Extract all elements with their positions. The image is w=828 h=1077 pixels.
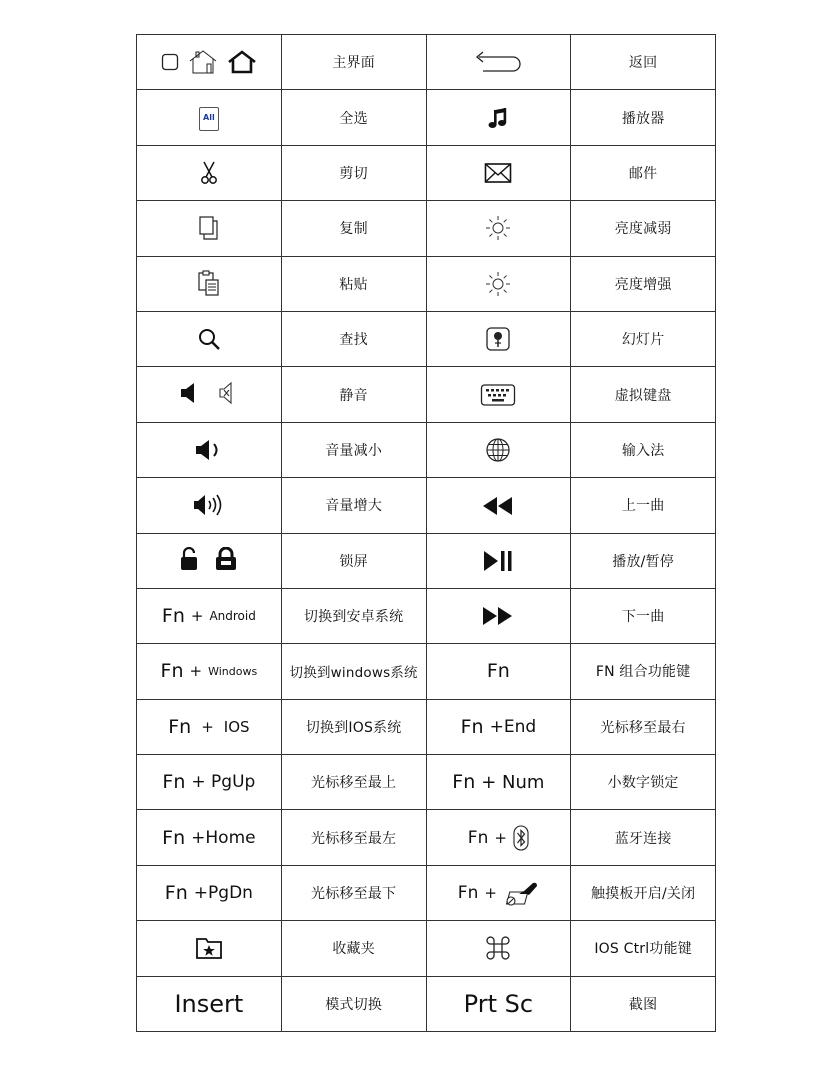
num-key-label: + Num xyxy=(481,771,545,793)
function-cell xyxy=(571,145,716,200)
key-cell xyxy=(426,976,571,1031)
plus-label: + xyxy=(201,717,214,736)
function-cell xyxy=(281,810,426,865)
key-cell xyxy=(137,145,282,200)
key-cell xyxy=(137,699,282,754)
function-cell xyxy=(281,921,426,976)
table-row xyxy=(137,699,716,754)
copy-icon xyxy=(198,215,220,241)
plus-label: + xyxy=(494,828,507,847)
key-cell xyxy=(137,478,282,533)
music-note-icon xyxy=(487,106,509,130)
plus-label: + xyxy=(484,884,497,903)
insert-key-label: Insert xyxy=(174,989,244,1018)
table-row xyxy=(137,921,716,976)
function-label: 截图 xyxy=(628,996,658,1013)
function-label: 输入法 xyxy=(621,442,665,459)
globe-icon xyxy=(485,437,511,463)
function-label: 切换到安卓系统 xyxy=(303,609,404,626)
function-label: 粘贴 xyxy=(339,276,368,293)
function-label: 静音 xyxy=(339,387,368,404)
lock-screen-icon xyxy=(214,547,238,571)
plus-label: + xyxy=(189,662,203,681)
function-label: 光标移至最左 xyxy=(311,830,397,847)
key-cell xyxy=(137,367,282,422)
function-label: 播放/暂停 xyxy=(612,553,674,570)
function-label: 复制 xyxy=(339,221,368,238)
lock-icon xyxy=(180,547,198,571)
function-cell xyxy=(571,644,716,699)
function-cell xyxy=(571,755,716,810)
table-row xyxy=(137,478,716,533)
paste-icon xyxy=(197,270,221,298)
key-cell xyxy=(137,588,282,643)
key-cell xyxy=(426,256,571,311)
fn-key-label: Fn xyxy=(486,660,510,683)
function-cell xyxy=(571,256,716,311)
house-outline-icon xyxy=(187,49,219,75)
home-key-label: +Home xyxy=(191,827,256,848)
function-cell xyxy=(281,699,426,754)
function-cell xyxy=(571,921,716,976)
function-cell xyxy=(281,90,426,145)
function-label: 上一曲 xyxy=(621,498,665,515)
function-cell xyxy=(571,533,716,588)
pgup-key-label: + PgUp xyxy=(191,772,256,793)
scissors-icon xyxy=(199,160,219,186)
function-label: 收藏夹 xyxy=(332,941,375,958)
slideshow-icon xyxy=(485,326,511,352)
function-cell xyxy=(281,201,426,256)
key-cell xyxy=(137,90,282,145)
previous-track-icon xyxy=(482,496,514,516)
table-row xyxy=(137,976,716,1031)
fn-key-label: Fn xyxy=(452,771,476,794)
favorites-folder-icon xyxy=(195,936,223,960)
key-cell xyxy=(426,865,571,920)
fn-key-label: Fn xyxy=(162,826,186,849)
function-cell xyxy=(571,865,716,920)
volume-down-icon xyxy=(195,439,223,461)
key-cell xyxy=(137,921,282,976)
function-label: 音量增大 xyxy=(325,498,383,515)
function-label: 全选 xyxy=(339,110,368,127)
bluetooth-icon xyxy=(513,825,529,851)
function-label: 播放器 xyxy=(621,110,665,127)
key-cell xyxy=(426,533,571,588)
table-row xyxy=(137,422,716,477)
function-label: 切换到IOS系统 xyxy=(305,719,402,736)
function-cell xyxy=(571,422,716,477)
touchpad-toggle-icon xyxy=(503,880,539,906)
key-cell xyxy=(426,699,571,754)
function-label: 光标移至最下 xyxy=(311,886,397,903)
plus-label: + xyxy=(190,607,204,626)
fn-key-label: Fn xyxy=(160,660,184,683)
virtual-keyboard-icon xyxy=(480,383,516,407)
mail-icon xyxy=(484,162,512,184)
function-cell xyxy=(571,699,716,754)
key-cell xyxy=(426,367,571,422)
mute-icon xyxy=(218,381,238,405)
function-label: 切换到windows系统 xyxy=(289,665,418,682)
table-row xyxy=(137,201,716,256)
function-label: 蓝牙连接 xyxy=(614,830,672,847)
key-cell xyxy=(426,145,571,200)
back-arrow-icon xyxy=(473,51,523,73)
table-row xyxy=(137,865,716,920)
function-label: 剪切 xyxy=(339,165,368,182)
table-row xyxy=(137,533,716,588)
function-cell xyxy=(571,588,716,643)
function-cell xyxy=(281,367,426,422)
function-cell xyxy=(281,755,426,810)
key-cell xyxy=(137,865,282,920)
function-label: 主界面 xyxy=(332,55,375,72)
function-label: 下一曲 xyxy=(621,609,665,626)
fn-key-label: Fn xyxy=(168,715,192,738)
function-label: 小数字锁定 xyxy=(607,775,679,792)
function-cell xyxy=(281,145,426,200)
table-row xyxy=(137,35,716,90)
key-cell xyxy=(137,35,282,90)
function-label: 音量减小 xyxy=(325,442,383,459)
fn-key-label: Fn xyxy=(457,883,479,904)
function-label: 光标移至最右 xyxy=(600,719,686,736)
function-cell xyxy=(571,478,716,533)
function-label: 邮件 xyxy=(628,165,658,182)
function-label: 亮度减弱 xyxy=(614,221,672,238)
system-label: Android xyxy=(209,609,256,624)
function-label: 触摸板开启/关闭 xyxy=(590,886,696,903)
function-cell xyxy=(571,311,716,366)
key-cell xyxy=(137,810,282,865)
home-icon xyxy=(227,50,257,74)
key-cell xyxy=(426,588,571,643)
key-cell xyxy=(426,35,571,90)
pgdn-key-label: +PgDn xyxy=(193,883,253,904)
function-cell xyxy=(281,35,426,90)
table-row xyxy=(137,256,716,311)
square-icon xyxy=(161,53,179,71)
table-row xyxy=(137,90,716,145)
function-cell xyxy=(281,644,426,699)
command-icon xyxy=(485,935,511,961)
brightness-up-icon xyxy=(485,271,511,297)
brightness-down-icon xyxy=(485,215,511,241)
search-icon xyxy=(197,327,221,351)
function-label: 光标移至最上 xyxy=(311,775,397,792)
key-cell xyxy=(137,256,282,311)
function-cell xyxy=(281,976,426,1031)
key-cell xyxy=(426,478,571,533)
function-cell xyxy=(571,810,716,865)
system-label: IOS xyxy=(223,717,250,736)
key-cell xyxy=(137,533,282,588)
key-cell xyxy=(426,755,571,810)
shortcut-table xyxy=(136,34,716,1032)
key-cell xyxy=(137,422,282,477)
key-cell xyxy=(426,422,571,477)
function-cell xyxy=(281,533,426,588)
function-label: FN 组合功能键 xyxy=(595,664,691,681)
function-cell xyxy=(571,367,716,422)
end-key-label: +End xyxy=(489,716,537,737)
function-label: 幻灯片 xyxy=(621,332,665,349)
table-row xyxy=(137,810,716,865)
volume-up-icon xyxy=(193,493,225,517)
fn-key-label: Fn xyxy=(467,827,489,848)
key-cell xyxy=(426,921,571,976)
function-label: 模式切换 xyxy=(325,996,383,1013)
key-cell xyxy=(137,755,282,810)
function-label: 锁屏 xyxy=(339,553,368,570)
key-cell xyxy=(426,311,571,366)
key-cell xyxy=(137,311,282,366)
speaker-icon xyxy=(180,382,198,404)
prtsc-key-label: Prt Sc xyxy=(463,989,534,1018)
function-cell xyxy=(281,256,426,311)
function-cell xyxy=(281,311,426,366)
key-cell xyxy=(426,90,571,145)
table-row xyxy=(137,644,716,699)
function-cell xyxy=(571,976,716,1031)
key-cell xyxy=(137,644,282,699)
table-row xyxy=(137,588,716,643)
fn-key-label: Fn xyxy=(162,771,186,794)
function-cell xyxy=(571,35,716,90)
table-row xyxy=(137,311,716,366)
system-label: Windows xyxy=(208,664,258,678)
table-row xyxy=(137,367,716,422)
function-label: 返回 xyxy=(628,55,658,72)
table-row xyxy=(137,145,716,200)
function-cell xyxy=(571,201,716,256)
function-label: 亮度增强 xyxy=(614,276,672,293)
table-row xyxy=(137,755,716,810)
fn-key-label: Fn xyxy=(460,715,484,738)
function-cell xyxy=(571,90,716,145)
function-cell xyxy=(281,422,426,477)
function-label: 查找 xyxy=(339,332,368,349)
key-cell xyxy=(426,810,571,865)
select-all-icon: All xyxy=(199,107,219,131)
key-cell xyxy=(137,201,282,256)
function-label: IOS Ctrl功能键 xyxy=(594,941,692,958)
key-cell xyxy=(137,976,282,1031)
fn-key-label: Fn xyxy=(161,605,185,628)
key-cell xyxy=(426,201,571,256)
next-track-icon xyxy=(482,606,514,626)
function-label: 虚拟键盘 xyxy=(614,387,672,404)
function-cell xyxy=(281,865,426,920)
play-pause-icon xyxy=(483,550,513,572)
function-cell xyxy=(281,588,426,643)
fn-key-label: Fn xyxy=(164,882,188,905)
key-cell xyxy=(426,644,571,699)
function-cell xyxy=(281,478,426,533)
